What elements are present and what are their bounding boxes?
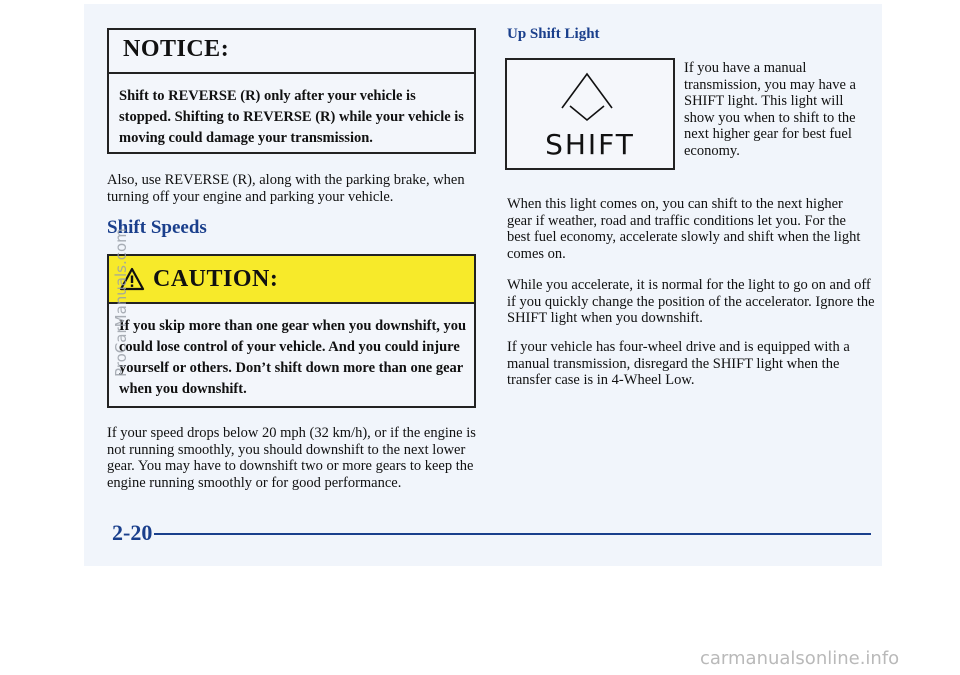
shift-light-paragraph-1: When this light comes on, you can shift to the next higher gear if weather, road and traffic conditions let you. For the best fuel economy, accelerate slowly and shift when the light comes on. — [507, 196, 861, 262]
caution-header — [109, 256, 474, 304]
side-watermark-text: ProCarManuals.com — [112, 228, 130, 377]
downshift-paragraph: If your speed drops below 20 mph (32 km/h), or if the engine is not running smoothly, you should downshift to the next lower gear. You may have to downshift two or more gears to keep the engine running smoothly or for good performance. — [107, 425, 476, 491]
notice-header — [109, 30, 474, 74]
bottom-watermark: carmanualsonline.info — [700, 648, 900, 669]
notice-title: NOTICE: — [123, 36, 230, 62]
footer-divider — [154, 533, 871, 535]
shift-lamp-label: SHIFT — [545, 128, 635, 161]
reverse-paragraph: Also, use REVERSE (R), along with the parking brake, when turning off your engine and parking your vehicle. — [107, 172, 465, 205]
shift-light-intro: If you have a manual transmission, you may have a SHIFT light. This light will show you when to shift to the next higher gear for best fuel economy. — [684, 60, 856, 159]
shift-light-paragraph-2: While you accelerate, it is normal for the light to go on and off if you quickly change the position of the accelerator. Ignore the SHIFT light when you downshift. — [507, 277, 875, 326]
shift-light-illustration — [505, 58, 675, 170]
side-watermark — [106, 195, 136, 380]
caution-box — [107, 254, 476, 408]
up-shift-light-heading: Up Shift Light — [507, 26, 600, 42]
caution-text: If you skip more than one gear when you downshift, you could lose control of your vehicle. And you could injure yourself or others. Don’t shift down more than one gear when you downshift. — [119, 318, 467, 397]
notice-text: Shift to REVERSE (R) only after your vehicle is stopped. Shifting to REVERSE (R) while your vehicle is moving could damage your transmission. — [119, 88, 464, 146]
shift-light-paragraph-3: If your vehicle has four-wheel drive and is equipped with a manual transmission, disregard the SHIFT light when the transfer case is in 4-Wheel Low. — [507, 339, 850, 388]
notice-box — [107, 28, 476, 154]
page-number: 2-20 — [112, 520, 153, 545]
caution-title: CAUTION: — [153, 266, 279, 292]
shift-speeds-heading: Shift Speeds — [107, 217, 207, 238]
up-arrow-icon — [552, 68, 622, 126]
